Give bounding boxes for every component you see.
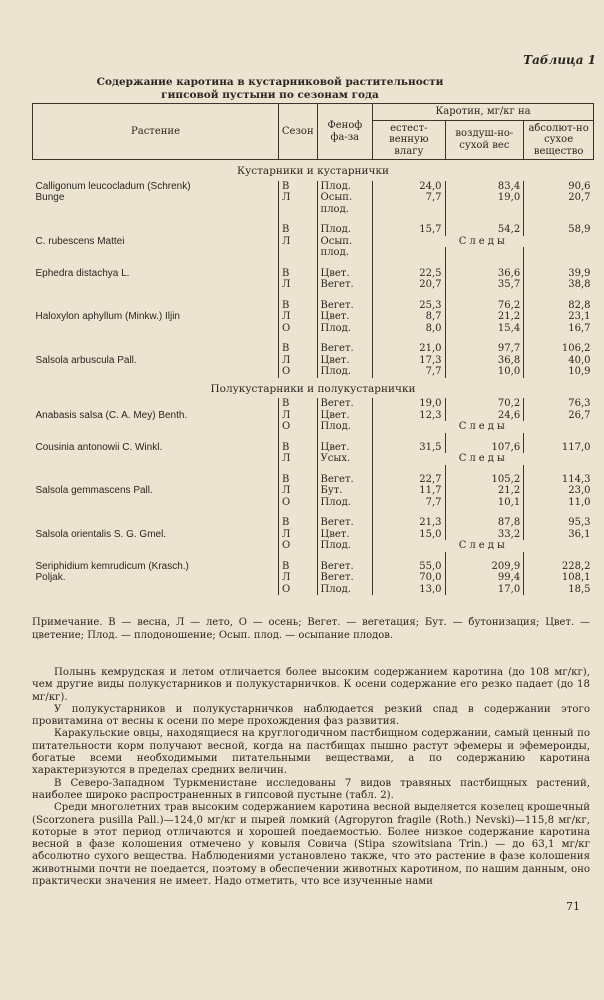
value-airdry: 83,4 <box>445 181 524 193</box>
traces-cell: Следы <box>373 236 594 248</box>
spacer-cell <box>33 508 279 517</box>
phase-cell: Осып. <box>317 192 373 204</box>
plant-name <box>33 366 279 378</box>
value-natural: 19,0 <box>373 398 445 410</box>
value-airdry: 24,6 <box>445 410 524 422</box>
spacer-cell <box>317 508 373 517</box>
table-row <box>33 236 594 248</box>
value-absdry: 106,2 <box>524 343 594 355</box>
spacer-cell <box>524 552 594 561</box>
phase-cell: Плод. <box>317 181 373 193</box>
phase-cell: Цвет. <box>317 311 373 323</box>
spacer-cell <box>279 215 318 224</box>
phase-cell: Плод. <box>317 497 373 509</box>
value-absdry: 16,7 <box>524 323 594 335</box>
phase-cell: Плод. <box>317 584 373 596</box>
table-row <box>33 311 594 323</box>
season-cell: Л <box>279 453 318 465</box>
paragraph: У полукустарников и полукустарничков наблюдается резкий спад в содержании этого провитамина от весны к осени по мере прохождения фаз развития. <box>32 703 590 728</box>
spacer-cell <box>445 215 524 224</box>
section-shrubs: Кустарники и кустарнички <box>236 165 390 177</box>
spacer-cell <box>317 259 373 268</box>
spacer-cell <box>317 433 373 442</box>
spacer-cell <box>445 465 524 474</box>
plant-name: Salsola gemmascens Pall. <box>35 485 153 496</box>
value-absdry: 18,5 <box>524 584 594 596</box>
season-cell: Л <box>279 355 318 367</box>
spacer-cell <box>524 334 594 343</box>
value-airdry: 35,7 <box>445 279 524 291</box>
phase-cell: Цвет. <box>317 268 373 280</box>
value-absdry: 10,9 <box>524 366 594 378</box>
phase-cell: Вегет. <box>317 561 373 573</box>
table-row <box>33 366 594 378</box>
spacer-cell <box>445 259 524 268</box>
traces-cell: Следы <box>373 453 594 465</box>
traces-cell: Следы <box>373 540 594 552</box>
season-cell: В <box>279 181 318 193</box>
table-row <box>33 529 594 541</box>
table-note: Примечание. В — весна, Л — лето, О — осень; Вегет. — вегетация; Бут. — бутонизация; Цвет. — цветение; Плод. — плодоношение; Осып. плод. — осыпание плодов. <box>32 617 590 641</box>
spacer-row <box>33 334 594 343</box>
table-row <box>33 561 594 573</box>
plant-name <box>33 279 279 291</box>
plant-name <box>33 247 279 259</box>
table-body <box>33 160 594 596</box>
season-cell: Л <box>279 279 318 291</box>
season-cell: В <box>279 398 318 410</box>
paragraph: В Северо-Западном Туркменистане исследованы 7 видов травяных пастбищных растений, наиболее широко распространенных в гипсовой пустыне (табл. 2). <box>32 777 590 801</box>
plant-name: Haloxylon aphyllum (Minkw.) Iljin <box>35 311 180 322</box>
header-season: Сезон <box>279 104 318 160</box>
table-row <box>33 323 594 335</box>
season-cell: О <box>279 323 318 335</box>
value-natural: 15,0 <box>373 529 445 541</box>
table-row <box>33 343 594 355</box>
table-row <box>33 247 594 259</box>
value-natural: 24,0 <box>373 181 445 193</box>
season-cell: В <box>279 517 318 529</box>
section-semishrubs-row <box>33 378 594 399</box>
season-cell: В <box>279 561 318 573</box>
spacer-cell <box>524 508 594 517</box>
season-cell: О <box>279 584 318 596</box>
phase-cell: Цвет. <box>317 442 373 454</box>
plant-name <box>33 343 279 355</box>
value-absdry: 36,1 <box>524 529 594 541</box>
spacer-cell <box>279 465 318 474</box>
plant-name: Poljak. <box>35 572 66 583</box>
phase-cell: плод. <box>317 247 373 259</box>
plant-name <box>33 497 279 509</box>
value-absdry: 76,3 <box>524 398 594 410</box>
table-row <box>33 497 594 509</box>
table-row <box>33 485 594 497</box>
phase-cell: Усых. <box>317 453 373 465</box>
value-airdry: 21,2 <box>445 311 524 323</box>
plant-name <box>33 517 279 529</box>
season-cell: Л <box>279 192 318 204</box>
phase-cell: Цвет. <box>317 410 373 422</box>
section-shrubs-row <box>33 160 594 181</box>
spacer-row <box>33 259 594 268</box>
season-cell: О <box>279 497 318 509</box>
plant-name <box>33 323 279 335</box>
spacer-row <box>33 508 594 517</box>
value-absdry: 90,6 <box>524 181 594 193</box>
header-carotene: Каротин, мг/кг на <box>373 104 594 121</box>
value-airdry: 97,7 <box>445 343 524 355</box>
plant-name <box>33 540 279 552</box>
phase-cell: Вегет. <box>317 572 373 584</box>
phase-cell: Плод. <box>317 540 373 552</box>
header-col-absdry: абсолют-но сухое вещество <box>524 120 594 160</box>
spacer-row <box>33 465 594 474</box>
value-natural: 17,3 <box>373 355 445 367</box>
value-airdry: 10,0 <box>445 366 524 378</box>
value-absdry <box>524 204 594 216</box>
spacer-cell <box>279 508 318 517</box>
value-airdry: 107,6 <box>445 442 524 454</box>
value-airdry: 87,8 <box>445 517 524 529</box>
plant-name: Salsola orientalis S. G. Gmel. <box>35 528 167 540</box>
value-natural: 55,0 <box>373 561 445 573</box>
plant-name: Ephedra distachya L. <box>35 267 130 279</box>
table-row <box>33 204 594 216</box>
value-absdry: 117,0 <box>524 442 594 454</box>
phase-cell: Цвет. <box>317 529 373 541</box>
value-absdry <box>524 247 594 259</box>
value-airdry: 17,0 <box>445 584 524 596</box>
spacer-cell <box>373 508 445 517</box>
value-natural: 21,3 <box>373 517 445 529</box>
value-airdry: 19,0 <box>445 192 524 204</box>
page-number: 71 <box>566 900 580 913</box>
value-natural: 12,3 <box>373 410 445 422</box>
phase-cell: Осып. <box>317 236 373 248</box>
season-cell <box>279 204 318 216</box>
table-caption <box>60 76 480 102</box>
spacer-cell <box>445 433 524 442</box>
season-cell: О <box>279 366 318 378</box>
value-absdry: 58,9 <box>524 224 594 236</box>
spacer-cell <box>373 552 445 561</box>
header-phase: Феноф фа-за <box>317 104 373 160</box>
table-row <box>33 540 594 552</box>
season-cell: Л <box>279 485 318 497</box>
table-row <box>33 584 594 596</box>
season-cell: В <box>279 343 318 355</box>
plant-name <box>33 224 279 236</box>
plant-name <box>33 474 279 486</box>
spacer-cell <box>279 433 318 442</box>
spacer-cell <box>33 465 279 474</box>
value-absdry: 26,7 <box>524 410 594 422</box>
phase-cell: Плод. <box>317 224 373 236</box>
table-row <box>33 421 594 433</box>
phase-cell: Бут. <box>317 485 373 497</box>
plant-name <box>33 421 279 433</box>
spacer-cell <box>373 465 445 474</box>
value-airdry: 21,2 <box>445 485 524 497</box>
value-absdry: 11,0 <box>524 497 594 509</box>
value-natural <box>373 247 445 259</box>
spacer-cell <box>373 334 445 343</box>
phase-cell: Плод. <box>317 366 373 378</box>
value-natural: 8,0 <box>373 323 445 335</box>
value-absdry: 40,0 <box>524 355 594 367</box>
spacer-cell <box>33 259 279 268</box>
spacer-cell <box>33 433 279 442</box>
value-natural: 25,3 <box>373 300 445 312</box>
value-natural: 70,0 <box>373 572 445 584</box>
spacer-cell <box>524 433 594 442</box>
spacer-cell <box>445 291 524 300</box>
phase-cell: Вегет. <box>317 474 373 486</box>
table-row <box>33 442 594 454</box>
plant-name <box>33 453 279 465</box>
value-natural: 21,0 <box>373 343 445 355</box>
phase-cell: Плод. <box>317 323 373 335</box>
caption-line-2: гипсовой пустыни по сезонам года <box>161 89 379 101</box>
value-absdry: 82,8 <box>524 300 594 312</box>
value-airdry: 54,2 <box>445 224 524 236</box>
spacer-cell <box>317 465 373 474</box>
table-row <box>33 268 594 280</box>
value-natural <box>373 204 445 216</box>
spacer-cell <box>33 291 279 300</box>
spacer-row <box>33 291 594 300</box>
table-row <box>33 517 594 529</box>
season-cell: Л <box>279 529 318 541</box>
table-row <box>33 279 594 291</box>
spacer-cell <box>279 334 318 343</box>
value-airdry: 209,9 <box>445 561 524 573</box>
value-airdry: 105,2 <box>445 474 524 486</box>
value-airdry: 36,8 <box>445 355 524 367</box>
spacer-cell <box>33 552 279 561</box>
table-row <box>33 410 594 422</box>
value-natural: 7,7 <box>373 497 445 509</box>
season-cell: В <box>279 474 318 486</box>
value-natural: 8,7 <box>373 311 445 323</box>
spacer-cell <box>317 215 373 224</box>
plant-name: Salsola arbuscula Pall. <box>35 354 137 366</box>
phase-cell: Вегет. <box>317 398 373 410</box>
table-row <box>33 224 594 236</box>
phase-cell: Вегет. <box>317 300 373 312</box>
table-row <box>33 192 594 204</box>
plant-name: Calligonum leucocladum (Schrenk) <box>35 180 191 192</box>
spacer-cell <box>317 552 373 561</box>
plant-name: Cousinia antonowii C. Winkl. <box>35 441 163 453</box>
spacer-cell <box>373 259 445 268</box>
spacer-cell <box>317 334 373 343</box>
phase-cell: Плод. <box>317 421 373 433</box>
value-airdry: 10,1 <box>445 497 524 509</box>
value-airdry: 76,2 <box>445 300 524 312</box>
body-text <box>32 667 590 888</box>
phase-cell: плод. <box>317 204 373 216</box>
paragraph: Полынь кемрудская и летом отличается более высоким содержанием каротина (до 108 мг/кг), чем другие виды полукустарников и полукустарничков. К осени содержание его резко падает (до 18 мг/кг). <box>32 667 590 703</box>
table-label: Таблица 1 <box>523 53 596 67</box>
season-cell: В <box>279 224 318 236</box>
season-cell: Л <box>279 572 318 584</box>
plant-name: Seriphidium kemrudicum (Krasch.) <box>35 560 189 572</box>
spacer-cell <box>524 291 594 300</box>
carotene-table <box>32 103 594 595</box>
value-airdry: 99,4 <box>445 572 524 584</box>
spacer-cell <box>524 259 594 268</box>
value-airdry: 15,4 <box>445 323 524 335</box>
section-semishrubs: Полукустарники и полукустарнички <box>210 382 416 395</box>
spacer-cell <box>373 215 445 224</box>
value-absdry: 114,3 <box>524 474 594 486</box>
value-absdry: 108,1 <box>524 572 594 584</box>
season-cell: О <box>279 421 318 433</box>
spacer-cell <box>524 465 594 474</box>
value-airdry: 36,6 <box>445 268 524 280</box>
value-absdry: 23,1 <box>524 311 594 323</box>
value-absdry: 95,3 <box>524 517 594 529</box>
season-cell: В <box>279 268 318 280</box>
spacer-cell <box>33 334 279 343</box>
spacer-cell <box>373 291 445 300</box>
value-airdry <box>445 247 524 259</box>
paragraph: Среди многолетних трав высоким содержанием каротина весной выделяется козелец крошечный (Scorzonera pusilla Pall.)—124,0 мг/кг и пырей ломкий (Agropyron fragile (Roth.) Nevski)—115,8 мг/кг, которые в этот период отличаются и хорошей поедаемостью. Более низкое содержание каротина весной в фазе колошения отмечено у ковыля Совича (Stipa szowitsiana Trin.) — до 63,1 мг/кг абсолютно сухого вещества. Наблюдениями установлено также, что это растение в фазе колошения животными почти не поедается, поэтому в обеспечении животных каротином, по нашим данным, оно практически значения не имеет. Надо отметить, что все изученные нами <box>32 802 590 888</box>
season-cell: Л <box>279 236 318 248</box>
plant-name: Bunge <box>35 192 65 203</box>
plant-name: Anabasis salsa (C. A. Mey) Benth. <box>35 409 188 421</box>
table-row <box>33 398 594 410</box>
phase-cell: Вегет. <box>317 517 373 529</box>
spacer-cell <box>279 259 318 268</box>
plant-name <box>33 204 279 216</box>
table-row <box>33 572 594 584</box>
phase-cell: Цвет. <box>317 355 373 367</box>
spacer-cell <box>279 552 318 561</box>
value-natural: 7,7 <box>373 366 445 378</box>
spacer-cell <box>33 215 279 224</box>
caption-line-1: Содержание каротина в кустарниковой растительности <box>96 76 444 88</box>
season-cell: О <box>279 540 318 552</box>
value-airdry: 33,2 <box>445 529 524 541</box>
table-row <box>33 300 594 312</box>
table-row <box>33 474 594 486</box>
table-row <box>33 355 594 367</box>
value-absdry: 39,9 <box>524 268 594 280</box>
season-cell: Л <box>279 410 318 422</box>
value-airdry <box>445 204 524 216</box>
spacer-cell <box>279 291 318 300</box>
value-airdry: 70,2 <box>445 398 524 410</box>
value-natural: 20,7 <box>373 279 445 291</box>
spacer-cell <box>524 215 594 224</box>
value-natural: 22,5 <box>373 268 445 280</box>
season-cell <box>279 247 318 259</box>
header-col-natural: естест-венную влагу <box>373 120 445 160</box>
spacer-cell <box>373 433 445 442</box>
table-row <box>33 181 594 193</box>
header-plant: Растение <box>33 104 279 160</box>
traces-cell: Следы <box>373 421 594 433</box>
spacer-cell <box>317 291 373 300</box>
value-absdry: 228,2 <box>524 561 594 573</box>
plant-name: C. rubescens Mattei <box>35 235 125 247</box>
value-natural: 15,7 <box>373 224 445 236</box>
phase-cell: Вегет. <box>317 279 373 291</box>
value-absdry: 23,0 <box>524 485 594 497</box>
value-natural: 31,5 <box>373 442 445 454</box>
spacer-cell <box>445 334 524 343</box>
header-col-airdry: воздуш-но-сухой вес <box>445 120 524 160</box>
phase-cell: Вегет. <box>317 343 373 355</box>
value-natural: 11,7 <box>373 485 445 497</box>
value-natural: 22,7 <box>373 474 445 486</box>
season-cell: Л <box>279 311 318 323</box>
value-absdry: 20,7 <box>524 192 594 204</box>
season-cell: В <box>279 300 318 312</box>
table-row <box>33 453 594 465</box>
season-cell: В <box>279 442 318 454</box>
plant-name <box>33 300 279 312</box>
spacer-row <box>33 552 594 561</box>
plant-name <box>33 398 279 410</box>
plant-name <box>33 584 279 596</box>
spacer-row <box>33 215 594 224</box>
paragraph: Каракульские овцы, находящиеся на круглогодичном пастбищном содержании, самый ценный по питательности корм получают весной, когда на пастбищах пышно растут эфемеры и эфемероиды, богатые всеми необходимыми питательными веществами, а по содержанию каротина характеризуются в пределах средних величин. <box>32 728 590 777</box>
value-absdry: 38,8 <box>524 279 594 291</box>
spacer-cell <box>445 508 524 517</box>
value-natural: 7,7 <box>373 192 445 204</box>
spacer-cell <box>445 552 524 561</box>
spacer-row <box>33 433 594 442</box>
value-natural: 13,0 <box>373 584 445 596</box>
